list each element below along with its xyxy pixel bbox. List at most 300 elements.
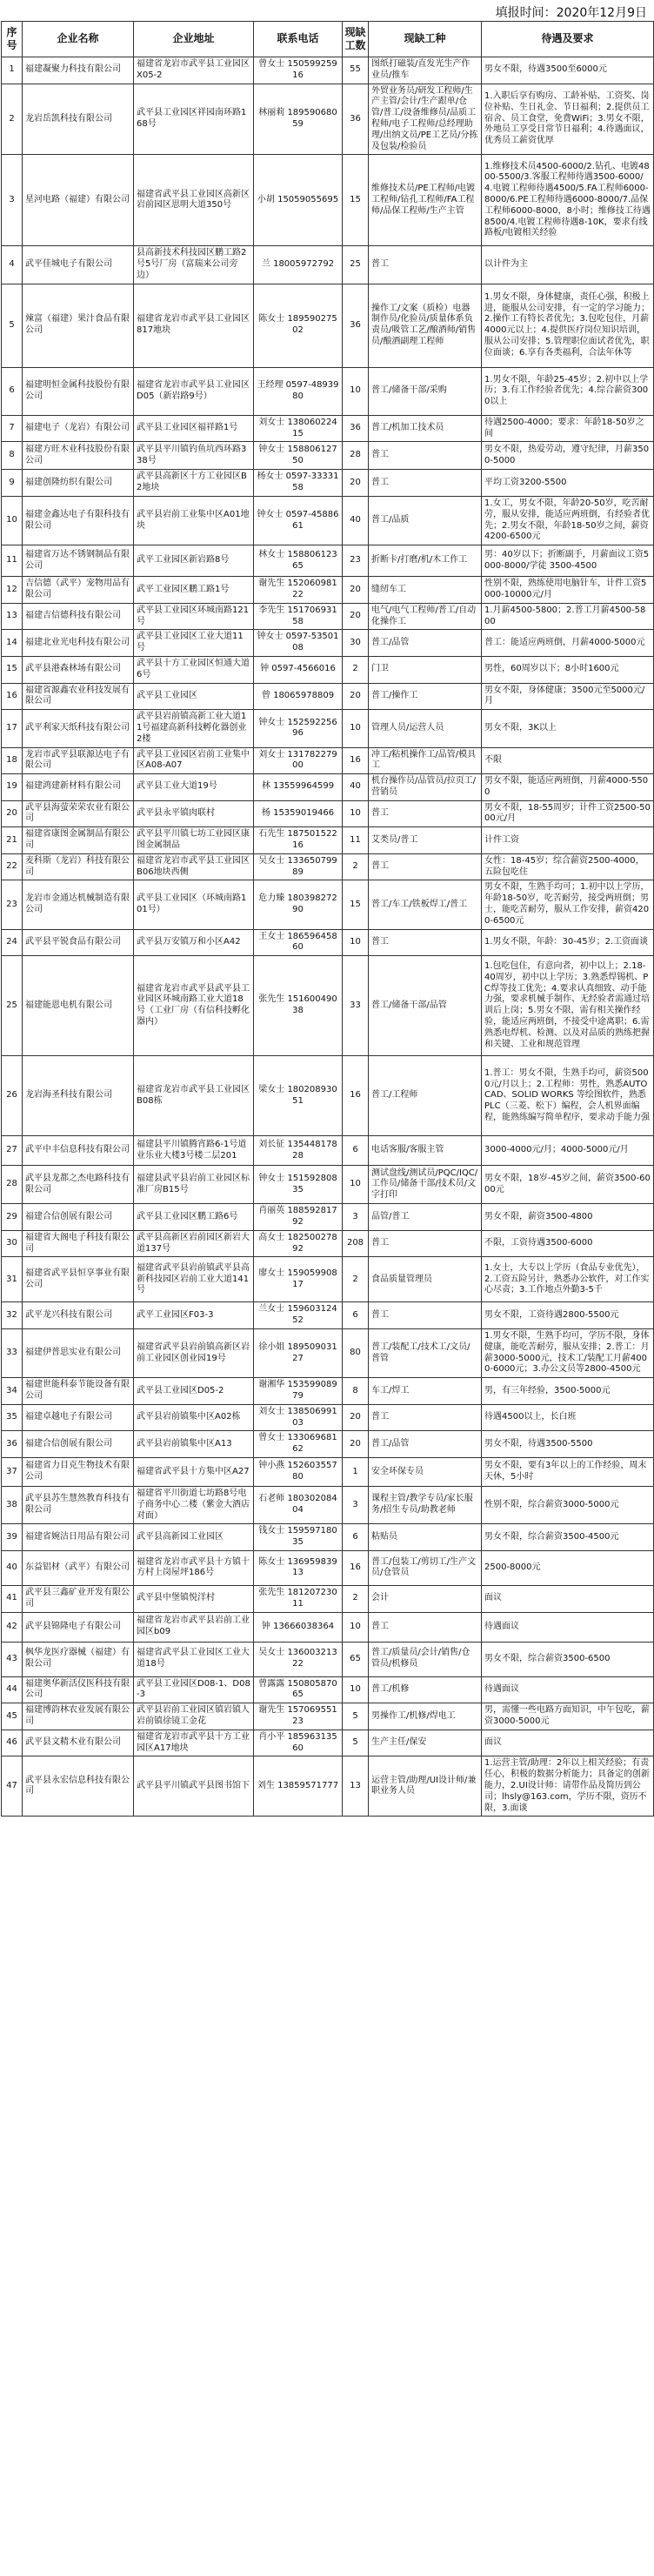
cell-company: 福建北业光电科技有限公司 — [23, 630, 134, 657]
cell-benefit: 男女不限，3K以上 — [482, 710, 654, 747]
cell-address: 武平县永平镇肉联村 — [134, 800, 254, 827]
table-row — [2, 284, 654, 367]
header-job: 现缺工种 — [369, 22, 482, 57]
recruitment-table — [1, 21, 654, 1817]
cell-no: 9 — [2, 470, 23, 497]
cell-address: 县高新技术科技园区鹏工路2号5号厂房（富瑞来公司旁边） — [134, 246, 254, 284]
cell-count: 6 — [343, 1136, 369, 1166]
cell-count: 10 — [343, 1676, 369, 1703]
cell-phone: 钟女士 15259225696 — [254, 710, 343, 747]
cell-count: 28 — [343, 442, 369, 470]
cell-count: 10 — [343, 929, 369, 956]
cell-benefit: 1.包吃包住，有意向者，初中以上；2.18-40周岁，初中以上学历；3.熟悉焊锡机、PC焊等技工优先；4.要求认真细致、动手能力强，要求机械手制作、无经验者需通过培训后上岗；5.男女不限，需有相关操作经验，能适应两班倒，不接受中途离职；6.需熟悉电焊机、检测、以及对品质的熟练把握和关键、工业和规范管理 — [482, 956, 654, 1056]
cell-no: 37 — [2, 1458, 23, 1487]
cell-company: 武平佳城电子有限公司 — [23, 246, 134, 284]
cell-count: 40 — [343, 774, 369, 801]
cell-address: 福建省武平县十方集中区A27 — [134, 1458, 254, 1487]
table-row — [2, 710, 654, 747]
cell-no: 16 — [2, 683, 23, 710]
table-row — [2, 1404, 654, 1431]
cell-no: 35 — [2, 1404, 23, 1431]
cell-job: 维修技术员/PE工程师/电镀工程师/钻孔工程师/FA工程师/品保工程师/生产主管 — [369, 155, 482, 246]
cell-phone: 杨女士 0597-3333158 — [254, 470, 343, 497]
cell-benefit: 男女不限，热爱劳动，遵守纪律，月薪3500-5000 — [482, 442, 654, 470]
cell-company: 武平县海萤荣荣农业有限公司 — [23, 800, 134, 827]
cell-job: 普工/机修 — [369, 1676, 482, 1703]
table-row — [2, 1204, 654, 1231]
cell-benefit: 男女不限，生熟手均可；1.初中以上学历，年龄18-50岁，吃苦耐劳，接受两班倒；男士，能吃苦耐劳，服从工作安排，薪资4200-6500元 — [482, 880, 654, 929]
cell-no: 12 — [2, 577, 23, 604]
table-row — [2, 774, 654, 801]
cell-company: 武平县永宏信息科技有限公司 — [23, 1756, 134, 1817]
cell-count: 33 — [343, 956, 369, 1056]
header-benefit: 待遇及要求 — [482, 22, 654, 57]
cell-company: 福建卓越电子有限公司 — [23, 1404, 134, 1431]
cell-count: 208 — [343, 1230, 369, 1257]
cell-benefit: 3000-4000元/月；4000-5000元/月 — [482, 1136, 654, 1166]
cell-job: 普工 — [369, 800, 482, 827]
cell-address: 武平县岩前镇高新工业大道11号福建高新科技孵化器创业2楼 — [134, 710, 254, 747]
cell-phone: 刘女士 13850699103 — [254, 1404, 343, 1431]
cell-phone: 钟 13666038364 — [254, 1612, 343, 1642]
cell-job: 会计 — [369, 1585, 482, 1612]
cell-count: 5 — [343, 1703, 369, 1730]
cell-job: 普工 — [369, 929, 482, 956]
cell-phone: 石先生 18750152216 — [254, 827, 343, 854]
table-row — [2, 496, 654, 545]
cell-company: 武平龙兴科技有限公司 — [23, 1302, 134, 1329]
cell-no: 31 — [2, 1257, 23, 1302]
cell-company: 星河电路（福建）有限公司 — [23, 155, 134, 246]
cell-count: 6 — [343, 1302, 369, 1329]
cell-phone: 林女士 15880612365 — [254, 545, 343, 577]
cell-phone: 刘女士 13178227900 — [254, 747, 343, 774]
table-row — [2, 1166, 654, 1204]
cell-address: 福建省平川街道七坊路8号电子商务中心二楼（紫金大酒店对面） — [134, 1487, 254, 1524]
cell-no: 32 — [2, 1302, 23, 1329]
cell-count: 40 — [343, 496, 369, 545]
cell-company: 福建省源鑫农业科技发展有限公司 — [23, 683, 134, 710]
cell-job: 普工 — [369, 1230, 482, 1257]
cell-no: 47 — [2, 1756, 23, 1817]
cell-benefit: 计件工资 — [482, 827, 654, 854]
cell-address: 福建省龙岩市武平县工业园区X05-2 — [134, 57, 254, 84]
cell-no: 44 — [2, 1676, 23, 1703]
cell-address: 武平县工业园区鹏工路6号 — [134, 1204, 254, 1231]
cell-benefit: 男女不限，待遇3500-5500 — [482, 1431, 654, 1458]
cell-address: 武平县工业大道19号 — [134, 774, 254, 801]
cell-count: 65 — [343, 1642, 369, 1676]
cell-address: 武平县岩前镇集中区A02栋 — [134, 1404, 254, 1431]
cell-address: 武平县岩前镇集中区A13 — [134, 1431, 254, 1458]
cell-job: 电气/电气工程师/普工/自动化操作工 — [369, 603, 482, 630]
cell-job: 艾类员/普工 — [369, 827, 482, 854]
cell-company: 福建创隆纺织有限公司 — [23, 470, 134, 497]
cell-no: 36 — [2, 1431, 23, 1458]
cell-company: 福建省婉洁日用品有限公司 — [23, 1524, 134, 1551]
cell-address: 福建省龙岩市武平县工业园区B08栋 — [134, 1056, 254, 1136]
table-row — [2, 1585, 654, 1612]
cell-company: 辣富（福建）果汁食品有限公司 — [23, 284, 134, 367]
cell-company: 福建电子（龙岩）有限公司 — [23, 415, 134, 442]
cell-phone: 钱女士 15959718035 — [254, 1524, 343, 1551]
cell-job: 操作工/文案（质检）电器制作员/化验员/质量体系负责员/吸管工艺/酿酒师/销售员/酿酒副理工程师 — [369, 284, 482, 367]
cell-address: 武平县工业园区工业大道11号 — [134, 630, 254, 657]
cell-address: 福建省龙岩市武平县工业园区817地块 — [134, 284, 254, 367]
cell-no: 13 — [2, 603, 23, 630]
cell-count: 2 — [343, 1585, 369, 1612]
cell-benefit: 男女不限，18-55周岁；计件工资2500-5000元/月 — [482, 800, 654, 827]
cell-phone: 廖女士 15905990817 — [254, 1257, 343, 1302]
cell-count: 16 — [343, 747, 369, 774]
cell-address: 福建省龙岩市武平县武平县工业园区环城南路工业大道18号（工业厂房（有信科技孵化器内） — [134, 956, 254, 1056]
cell-benefit: 男性，60周岁以下；8小时1600元 — [482, 656, 654, 683]
cell-company: 武平县平锐食品有限公司 — [23, 929, 134, 956]
table-body — [2, 57, 654, 1817]
cell-no: 30 — [2, 1230, 23, 1257]
table-row — [2, 1431, 654, 1458]
cell-count: 11 — [343, 827, 369, 854]
cell-benefit: 1.维修技术员4500-6000/2.钻孔、电镀4800-5500/3.客服工程师待遇3500-6000/4.电镀工程师待遇4500/5.FA工程师6000-8000/6.PE工程师待遇6000-8000/7.品保工程师6000-8000，8小时；维修技工待遇8500/4.电镀工程师待遇8-10K，要求有线路板/电镀相关经验 — [482, 155, 654, 246]
cell-job: 普工/质量员/会计/销售/仓管员/机修员 — [369, 1642, 482, 1676]
cell-phone: 王经理 0597-4893980 — [254, 367, 343, 415]
cell-phone: 陈女士 13695983913 — [254, 1550, 343, 1585]
table-row — [2, 1329, 654, 1378]
table-row — [2, 367, 654, 415]
cell-phone: 吴女士 13365079989 — [254, 853, 343, 880]
table-row — [2, 577, 654, 604]
cell-no: 40 — [2, 1550, 23, 1585]
cell-job: 机台操作员/品管员/拉页工/营销员 — [369, 774, 482, 801]
cell-benefit: 不限 — [482, 747, 654, 774]
cell-benefit: 1.男女不限，生熟手均可，学历不限，身体健康，能吃苦耐劳，服从安排；2.普工：月薪3000-5000元，技术工/装配工月薪4000-6000元；3.办公文员等2800-4500元 — [482, 1329, 654, 1378]
cell-no: 6 — [2, 367, 23, 415]
cell-address: 武平县万安镇万和小区A42 — [134, 929, 254, 956]
cell-job: 普工/装配工/技术工/文员/普管 — [369, 1329, 482, 1378]
table-row — [2, 853, 654, 880]
cell-address: 福建省龙岩市武平县工业园区D05（新岩路9号） — [134, 367, 254, 415]
cell-no: 7 — [2, 415, 23, 442]
cell-company: 福建省武平县恒享事业有限公司 — [23, 1257, 134, 1302]
cell-benefit: 1.男女不限，年龄25-45岁；2.初中以上学历；3.有工作经验者优先；4.综合薪资3000以上 — [482, 367, 654, 415]
cell-job: 普工/品管 — [369, 630, 482, 657]
cell-benefit: 男，有三年经验，3500-5000元 — [482, 1378, 654, 1405]
cell-job: 普工 — [369, 1302, 482, 1329]
cell-no: 41 — [2, 1585, 23, 1612]
cell-count: 8 — [343, 1378, 369, 1405]
table-row — [2, 1703, 654, 1730]
cell-phone: 危力臻 18039827290 — [254, 880, 343, 929]
cell-address: 武平县工业园区（环城南路101号） — [134, 880, 254, 929]
fill-date: 填报时间：2020年12月9日 — [495, 6, 647, 20]
cell-address: 武平县工业园区岩前工业集中区A08-A07 — [134, 747, 254, 774]
cell-phone: 张先生 18120723011 — [254, 1585, 343, 1612]
cell-phone: 刘生 13859571777 — [254, 1756, 343, 1817]
cell-count: 3 — [343, 1204, 369, 1231]
cell-address: 武平县平川镇武平县图书馆下 — [134, 1756, 254, 1817]
cell-job: 图纸打磁装/直发光生产作业员/推车 — [369, 57, 482, 84]
cell-count: 5 — [343, 1730, 369, 1756]
cell-no: 14 — [2, 630, 23, 657]
cell-benefit: 1.运营主管/助理：2年以上相关经验；有责任心，积极的数据分析能力；具备定的创新能力，2.UI设计师：请带作品及简历到公司；lhsly@163.com，学历不限，资历不限，3.面谈 — [482, 1756, 654, 1817]
cell-job: 冲工/粘机操作工/品管/模具工 — [369, 747, 482, 774]
cell-address: 福建省武平县岩前镇武平县高新科技园区岩前工业大道141号 — [134, 1257, 254, 1302]
cell-company: 福建鸿建新材料有限公司 — [23, 774, 134, 801]
table-row — [2, 956, 654, 1056]
cell-phone: 钟女士 15159280835 — [254, 1166, 343, 1204]
cell-count: 16 — [343, 1550, 369, 1585]
cell-phone: 兰女士 15960312452 — [254, 1302, 343, 1329]
cell-company: 东益铝材（武平）有限公司 — [23, 1550, 134, 1585]
cell-no: 39 — [2, 1524, 23, 1551]
cell-job: 测试盘线/测试员/PQC/IQC/工作员/储备干部/技术员/文字打印 — [369, 1166, 482, 1204]
cell-address: 武平县高新区岩前园区新岩大道137号 — [134, 1230, 254, 1257]
cell-company: 武平利家天纸科技有限公司 — [23, 710, 134, 747]
cell-company: 枫华龙医疗器械（福建）有限公司 — [23, 1642, 134, 1676]
cell-job: 生产主任/保安 — [369, 1730, 482, 1756]
cell-benefit: 男，需懂一些电路方面知识，中午包吃，薪资3000-5000元 — [482, 1703, 654, 1730]
table-row — [2, 656, 654, 683]
table-row — [2, 246, 654, 284]
cell-company: 福建方旺木业科技股份有限公司 — [23, 442, 134, 470]
cell-company: 福建金鑫达电子有限科技有限公司 — [23, 496, 134, 545]
cell-address: 武平县工业园区 — [134, 683, 254, 710]
cell-no: 33 — [2, 1329, 23, 1378]
cell-benefit: 男女不限，综合薪资3500-6500 — [482, 1642, 654, 1676]
cell-benefit: 面议 — [482, 1730, 654, 1756]
cell-benefit: 男女不限，能适应两班倒，月薪4000-5500 — [482, 774, 654, 801]
cell-no: 26 — [2, 1056, 23, 1136]
cell-no: 4 — [2, 246, 23, 284]
table-row — [2, 1524, 654, 1551]
cell-phone: 王女士 18659645860 — [254, 929, 343, 956]
cell-job: 普工/品管 — [369, 1431, 482, 1458]
cell-no: 24 — [2, 929, 23, 956]
cell-job: 普工/储备干部/采购 — [369, 367, 482, 415]
cell-benefit: 1.月薪4500-5800；2.普工月薪4500-5800 — [482, 603, 654, 630]
cell-phone: 陈女士 18959027502 — [254, 284, 343, 367]
cell-company: 麦科斯（龙岩）科技有限公司 — [23, 853, 134, 880]
cell-no: 38 — [2, 1487, 23, 1524]
cell-company: 龙岩市武平县联源达电子有限公司 — [23, 747, 134, 774]
cell-no: 2 — [2, 84, 23, 155]
cell-company: 福建吉信德科技有限公司 — [23, 603, 134, 630]
header-address: 企业地址 — [134, 22, 254, 57]
cell-job: 电话客服/客服主管 — [369, 1136, 482, 1166]
cell-address: 福建省龙岩市武平县岩前工业园区b09 — [134, 1612, 254, 1642]
cell-count: 23 — [343, 545, 369, 577]
table-row — [2, 1642, 654, 1676]
header-company: 企业名称 — [23, 22, 134, 57]
cell-phone: 林 13559964599 — [254, 774, 343, 801]
header-phone: 联系电话 — [254, 22, 343, 57]
cell-address: 福建省武平县工业园区高新区岩前园区思明大道350号 — [134, 155, 254, 246]
cell-phone: 李先生 15170693158 — [254, 603, 343, 630]
header-no: 序号 — [2, 22, 23, 57]
cell-no: 11 — [2, 545, 23, 577]
cell-job: 普工 — [369, 853, 482, 880]
cell-no: 22 — [2, 853, 23, 880]
cell-no: 46 — [2, 1730, 23, 1756]
cell-job: 普工/品质 — [369, 496, 482, 545]
cell-address: 福建县武平县岩前工业园区标准厂房B15号 — [134, 1166, 254, 1204]
cell-phone: 肖丽英 18859281792 — [254, 1204, 343, 1231]
cell-job: 普工 — [369, 1404, 482, 1431]
cell-company: 福建合信创展有限公司 — [23, 1204, 134, 1231]
cell-job: 外贸业务员/研发工程师/生产主管/会计/生产跟单/仓管/普工/设备维修员/品质工程师/电子工程师/总经理助理/出纳文员/PE工艺员/分拣及包装/检验员 — [369, 84, 482, 155]
cell-phone: 钟女士 0597-5350108 — [254, 630, 343, 657]
cell-no: 23 — [2, 880, 23, 929]
cell-benefit: 1.女工，男女不限，年龄20-50岁，吃苦耐劳，服从安排，能适应两班倒，有经验者优先；2.男女不限，年龄18-50岁之间，薪资4200-6500元 — [482, 496, 654, 545]
cell-count: 30 — [343, 630, 369, 657]
cell-job: 折断卡/打磨/机/木工作工 — [369, 545, 482, 577]
cell-no: 34 — [2, 1378, 23, 1405]
cell-company: 福建省康图金属制品有限公司 — [23, 827, 134, 854]
cell-job: 男操作工/机修/焊电工 — [369, 1703, 482, 1730]
table-row — [2, 442, 654, 470]
cell-count: 20 — [343, 683, 369, 710]
table-row — [2, 1756, 654, 1817]
cell-address: 福建省龙岩市武平县十方工业园区A17地块 — [134, 1730, 254, 1756]
cell-no: 17 — [2, 710, 23, 747]
table-row — [2, 1550, 654, 1585]
cell-company: 福建能恩电机有限公司 — [23, 956, 134, 1056]
cell-no: 25 — [2, 956, 23, 1056]
cell-phone: 钟 0597-4566016 — [254, 656, 343, 683]
cell-company: 武平县龙都之杰电路科技有限公司 — [23, 1166, 134, 1204]
table-row — [2, 415, 654, 442]
cell-no: 1 — [2, 57, 23, 84]
cell-benefit: 不限，工资待遇3500-6000 — [482, 1230, 654, 1257]
cell-phone: 林丽莉 18959068059 — [254, 84, 343, 155]
cell-benefit: 男女不限，待遇3500至6000元 — [482, 57, 654, 84]
cell-company: 福建奥华新活仪医科技有限公司 — [23, 1676, 134, 1703]
table-row — [2, 1136, 654, 1166]
cell-benefit: 平均工资3200-5500 — [482, 470, 654, 497]
cell-address: 武平县平川镇七坊工业园区康图金属制品 — [134, 827, 254, 854]
table-row — [2, 603, 654, 630]
cell-count: 55 — [343, 57, 369, 84]
cell-company: 武平县锦隆电子有限公司 — [23, 1612, 134, 1642]
cell-address: 武平县工业园区福祥路1号 — [134, 415, 254, 442]
table-row — [2, 1676, 654, 1703]
cell-company: 福建明恒金属科技股份有限公司 — [23, 367, 134, 415]
cell-address: 武平县平川镇钓鱼坑西环路338号 — [134, 442, 254, 470]
cell-benefit: 男女不限，18岁-45岁之间，薪资3500-6000元 — [482, 1166, 654, 1204]
cell-count: 36 — [343, 415, 369, 442]
cell-address: 武平县工业园区祥园南环路168号 — [134, 84, 254, 155]
cell-count: 16 — [343, 1056, 369, 1136]
cell-company: 福建伊普思实业有限公司 — [23, 1329, 134, 1378]
cell-phone: 钟女士 0597-4588661 — [254, 496, 343, 545]
cell-company: 福建省万达不锈钢制品有限公司 — [23, 545, 134, 577]
cell-phone: 刘女士 13806022415 — [254, 415, 343, 442]
cell-address: 福建省武平县工业园区工业大道18号 — [134, 1642, 254, 1676]
table-row — [2, 1302, 654, 1329]
cell-address: 武平县中堡镇悦洋村 — [134, 1585, 254, 1612]
table-row — [2, 1230, 654, 1257]
cell-company: 福建省力目克生物技术有限公司 — [23, 1458, 134, 1487]
cell-benefit: 男女不限，综合薪资3500-4500元 — [482, 1524, 654, 1551]
cell-no: 5 — [2, 284, 23, 367]
cell-company: 吉信德（武平）宠物用品有限公司 — [23, 577, 134, 604]
table-row — [2, 1257, 654, 1302]
table-row — [2, 1056, 654, 1136]
table-row — [2, 929, 654, 956]
cell-phone: 张先生 15160049038 — [254, 956, 343, 1056]
table-row — [2, 1378, 654, 1405]
cell-job: 普工 — [369, 246, 482, 284]
cell-address: 福建县平川镇腾宵路6-1号道业乐业大楼3号楼二层201 — [134, 1136, 254, 1166]
cell-job: 普工/操作工 — [369, 683, 482, 710]
cell-no: 29 — [2, 1204, 23, 1231]
cell-address: 福建省武平县岩前镇高新区岩前工业园区创业园19号 — [134, 1329, 254, 1378]
cell-benefit: 男：40岁以下；折断副手，月薪面议工资5000-8000/学徒 3500-4500 — [482, 545, 654, 577]
cell-count: 6 — [343, 1524, 369, 1551]
cell-phone: 曾女士 15059925916 — [254, 57, 343, 84]
cell-job: 普工/车工/铁板焊工/普工 — [369, 880, 482, 929]
cell-job: 普工/机加工技术员 — [369, 415, 482, 442]
cell-phone: 曾女士 13306968162 — [254, 1431, 343, 1458]
cell-job: 普工/包装工/剪切工/生产文员/仓管员 — [369, 1550, 482, 1585]
cell-phone: 高女士 18250027892 — [254, 1230, 343, 1257]
cell-no: 43 — [2, 1642, 23, 1676]
cell-benefit: 男女不限，工资待遇2800-5500元 — [482, 1302, 654, 1329]
cell-phone: 谢先生 15706955123 — [254, 1703, 343, 1730]
cell-address: 福建省龙岩市武平县十方镇十方村上岗屋坪186号 — [134, 1550, 254, 1585]
cell-phone: 肖小平 18596313560 — [254, 1730, 343, 1756]
cell-benefit: 面议 — [482, 1585, 654, 1612]
cell-benefit: 待遇面议 — [482, 1676, 654, 1703]
cell-count: 15 — [343, 155, 369, 246]
cell-company: 龙岩市金通达机械制造有限公司 — [23, 880, 134, 929]
cell-address: 武平工业园区F03-3 — [134, 1302, 254, 1329]
table-row — [2, 630, 654, 657]
cell-company: 福建博韵林农业发展有限公司 — [23, 1703, 134, 1730]
cell-address: 武平县岩前工业集中区A01地块 — [134, 496, 254, 545]
cell-benefit: 性别不限，综合薪资3000-5000元 — [482, 1487, 654, 1524]
cell-benefit: 1.男女不限，年龄：30-45岁；2.工资面谈 — [482, 929, 654, 956]
cell-address: 武平工业园区鹏工路1号 — [134, 577, 254, 604]
cell-no: 8 — [2, 442, 23, 470]
cell-count: 80 — [343, 1329, 369, 1378]
cell-no: 3 — [2, 155, 23, 246]
cell-address: 武平县高新区十方工业园区B2地块 — [134, 470, 254, 497]
table-row — [2, 800, 654, 827]
cell-job: 安全环保专员 — [369, 1458, 482, 1487]
cell-count: 36 — [343, 84, 369, 155]
cell-count: 20 — [343, 1431, 369, 1458]
table-row — [2, 880, 654, 929]
cell-phone: 杨 15359019466 — [254, 800, 343, 827]
cell-count: 10 — [343, 367, 369, 415]
cell-phone: 曾露露 15080587065 — [254, 1676, 343, 1703]
cell-job: 品管/普工 — [369, 1204, 482, 1231]
cell-count: 36 — [343, 284, 369, 367]
cell-count: 10 — [343, 710, 369, 747]
table-row — [2, 155, 654, 246]
cell-company: 福建世能科泰节能设备有限公司 — [23, 1378, 134, 1405]
cell-benefit: 2500-8000元 — [482, 1550, 654, 1585]
table-row — [2, 1458, 654, 1487]
cell-benefit: 待遇4500以上，长白班 — [482, 1404, 654, 1431]
table-row — [2, 747, 654, 774]
cell-job: 食品质量管理员 — [369, 1257, 482, 1302]
cell-address: 武平县工业园区环城南路121号 — [134, 603, 254, 630]
cell-address: 武平县高新园工业园区 — [134, 1524, 254, 1551]
cell-phone: 石老师 18030208404 — [254, 1487, 343, 1524]
cell-count: 10 — [343, 1612, 369, 1642]
